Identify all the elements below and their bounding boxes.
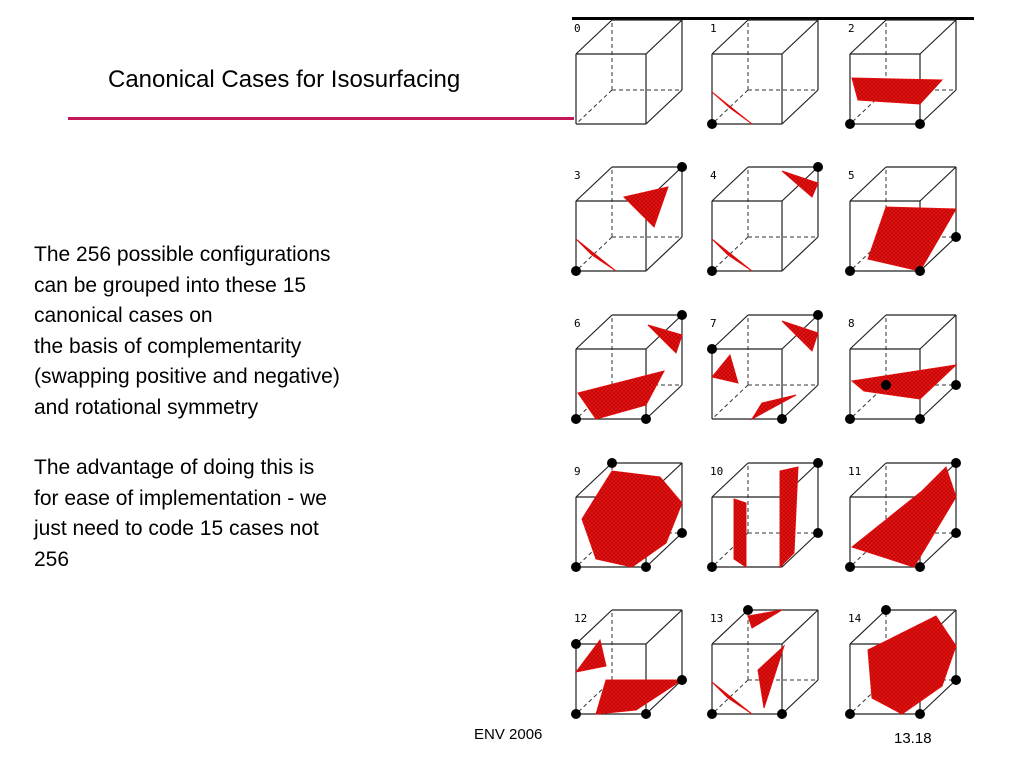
cube-edge — [850, 315, 886, 349]
isosurface-hatch — [782, 171, 818, 197]
cube-case-0 — [574, 20, 682, 124]
cube-edge — [782, 680, 818, 714]
isosurface-hatch — [852, 365, 956, 399]
text-line: can be grouped into these 15 — [34, 273, 307, 297]
isosurface-hatch — [758, 646, 784, 708]
case-label: 13 — [710, 612, 724, 625]
paragraph-advantage — [34, 453, 434, 575]
cube-edge — [920, 167, 956, 201]
vertex-marker — [915, 119, 925, 129]
text-line: the basis of complementarity — [34, 334, 302, 358]
vertex-marker — [677, 310, 687, 320]
text-line: The 256 possible configurations — [34, 243, 331, 266]
cube-case-6 — [571, 310, 687, 424]
cube-case-8 — [845, 315, 961, 424]
cube-edge — [850, 20, 886, 54]
paragraph-complementarity — [34, 240, 434, 423]
vertex-marker — [607, 458, 617, 468]
marching-cubes-cases-figure — [570, 0, 1024, 740]
cube-case-1 — [707, 20, 818, 129]
case-label: 8 — [848, 317, 855, 330]
vertex-marker — [813, 310, 823, 320]
cube-edge — [920, 20, 956, 54]
vertex-marker — [571, 639, 581, 649]
vertex-marker — [915, 266, 925, 276]
text-line: just need to code 15 cases not — [34, 517, 319, 540]
case-label: 4 — [710, 169, 717, 182]
case-label: 11 — [848, 465, 862, 478]
footer-slide-number: 13.18 — [894, 730, 932, 747]
text-line: for ease of implementation - we — [34, 486, 327, 510]
vertex-marker — [777, 414, 787, 424]
text-line: canonical cases on — [34, 304, 213, 327]
isosurface-hatch — [712, 239, 752, 271]
isosurface-hatch — [868, 616, 956, 714]
cube-edge — [646, 237, 682, 271]
vertex-marker — [845, 562, 855, 572]
cube-edge — [712, 20, 748, 54]
vertex-marker — [571, 266, 581, 276]
cube-edge — [576, 20, 612, 54]
vertex-marker — [707, 562, 717, 572]
vertex-marker — [743, 605, 753, 615]
vertex-marker — [677, 528, 687, 538]
cube-edge — [782, 20, 818, 54]
case-label: 1 — [710, 22, 717, 35]
cube-edge — [920, 315, 956, 349]
vertex-marker — [813, 162, 823, 172]
isosurface-hatch — [734, 499, 746, 567]
isosurface-hatch — [852, 78, 942, 104]
isosurface-hatch — [782, 321, 818, 351]
cube-case-4 — [707, 162, 823, 276]
vertex-marker — [915, 562, 925, 572]
cube-hidden-edge — [712, 385, 748, 419]
case-label: 10 — [710, 465, 724, 478]
vertex-marker — [707, 709, 717, 719]
cube-edge — [782, 237, 818, 271]
cube-edge — [782, 610, 818, 644]
slide-title: Canonical Cases for Isosurfacing — [108, 66, 461, 93]
isosurface-hatch — [852, 467, 956, 567]
vertex-marker — [951, 380, 961, 390]
cube-case-12 — [571, 610, 687, 719]
vertex-marker — [951, 458, 961, 468]
case-label: 3 — [574, 169, 581, 182]
case-label: 2 — [848, 22, 855, 35]
vertex-marker — [707, 344, 717, 354]
cube-edge — [712, 167, 748, 201]
cube-edge — [850, 167, 886, 201]
vertex-marker — [881, 380, 891, 390]
vertex-marker — [951, 232, 961, 242]
footer-course: ENV 2006 — [474, 726, 543, 743]
cube-case-5 — [845, 167, 961, 276]
case-label: 6 — [574, 317, 581, 330]
vertex-marker — [641, 709, 651, 719]
cube-case-3 — [571, 162, 687, 276]
isosurface-hatch — [576, 239, 616, 271]
vertex-marker — [915, 414, 925, 424]
vertex-marker — [915, 709, 925, 719]
cube-case-9 — [571, 458, 687, 572]
vertex-marker — [845, 119, 855, 129]
isosurface-hatch — [582, 471, 682, 567]
cube-edge — [646, 90, 682, 124]
vertex-marker — [571, 414, 581, 424]
vertex-marker — [951, 528, 961, 538]
text-line: 256 — [34, 547, 70, 571]
case-label: 9 — [574, 465, 581, 478]
cube-edge — [646, 20, 682, 54]
case-label: 0 — [574, 22, 581, 35]
text-line: (swapping positive and negative) — [34, 365, 340, 388]
vertex-marker — [571, 562, 581, 572]
vertex-marker — [707, 266, 717, 276]
case-label: 12 — [574, 612, 588, 625]
vertex-marker — [845, 266, 855, 276]
text-line: The advantage of doing this is — [34, 456, 315, 479]
vertex-marker — [641, 562, 651, 572]
cube-hidden-edge — [576, 90, 612, 124]
cube-case-10 — [707, 458, 823, 572]
case-label: 14 — [848, 612, 862, 625]
cube-edge — [576, 167, 612, 201]
vertex-marker — [777, 709, 787, 719]
body-text — [34, 240, 434, 605]
cube-edge — [576, 315, 612, 349]
isosurface-hatch — [648, 325, 682, 353]
case-label: 7 — [710, 317, 717, 330]
vertex-marker — [813, 528, 823, 538]
cube-edge — [712, 315, 748, 349]
cube-case-7 — [707, 310, 823, 424]
cube-edge — [782, 385, 818, 419]
cube-edge — [646, 610, 682, 644]
cube-edge — [782, 90, 818, 124]
vertex-marker — [677, 162, 687, 172]
cube-case-2 — [845, 20, 956, 129]
vertex-marker — [845, 414, 855, 424]
case-label: 5 — [848, 169, 855, 182]
vertex-marker — [813, 458, 823, 468]
vertex-marker — [707, 119, 717, 129]
cube-case-14 — [845, 605, 961, 719]
vertex-marker — [677, 675, 687, 685]
text-line: and rotational symmetry — [34, 395, 259, 419]
vertex-marker — [951, 675, 961, 685]
cube-case-13 — [707, 605, 818, 719]
vertex-marker — [641, 414, 651, 424]
isosurface-hatch — [596, 680, 682, 714]
vertex-marker — [845, 709, 855, 719]
cube-case-11 — [845, 458, 961, 572]
isosurface-hatch — [868, 207, 956, 271]
isosurface-hatch — [780, 467, 798, 567]
vertex-marker — [881, 605, 891, 615]
vertex-marker — [571, 709, 581, 719]
title-underline — [68, 117, 574, 120]
